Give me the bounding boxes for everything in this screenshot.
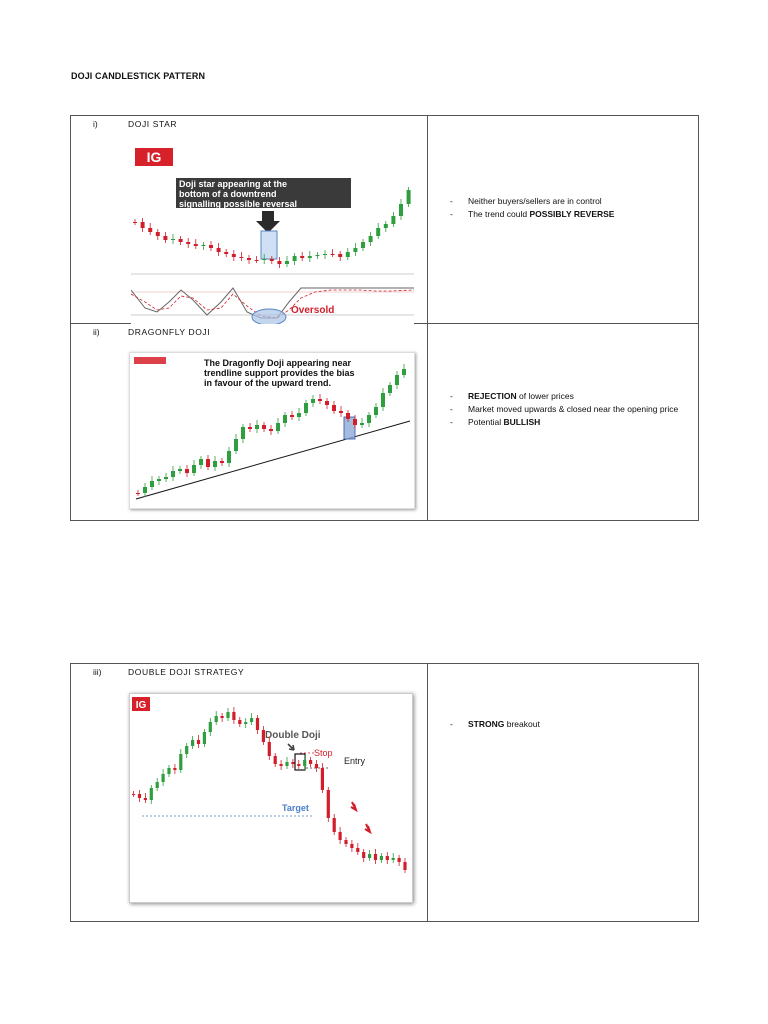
entry-label: Entry [344, 756, 366, 766]
candle-body [315, 764, 318, 768]
candle-body [133, 222, 137, 223]
candle-body [171, 471, 175, 477]
ig-logo-text: IG [146, 149, 162, 165]
candle-body [268, 742, 271, 756]
candle-body [150, 481, 154, 487]
candle-body [367, 415, 371, 423]
candle-body [369, 236, 373, 242]
candle-body [194, 244, 198, 246]
caption-line-3: signalling possible reversal [179, 199, 298, 209]
candle-body [220, 461, 224, 463]
doji-star-chart-svg [131, 142, 414, 324]
candle-body [333, 818, 336, 832]
candle-body [171, 239, 175, 240]
candle-body [280, 764, 283, 766]
candle-body [179, 754, 182, 770]
candle-body [399, 204, 403, 216]
candle-body [392, 858, 395, 860]
candle-body [143, 487, 147, 493]
section-row-doji-star [71, 116, 699, 324]
candle-body [191, 740, 194, 746]
candle-body [402, 369, 406, 375]
candle-body [164, 477, 168, 479]
candle-body [360, 423, 364, 425]
candle-body [185, 469, 189, 473]
candle-body [132, 794, 135, 795]
candle-body [156, 232, 160, 236]
candle-body [203, 732, 206, 744]
candle-body [185, 746, 188, 754]
candle-body [206, 459, 210, 467]
candle-body [215, 716, 218, 722]
candle-body [213, 461, 217, 467]
caption-line-1: Doji star appearing at the [179, 179, 288, 189]
candle-body [197, 740, 200, 744]
candle-body [356, 848, 359, 852]
candle-body [380, 856, 383, 860]
candle-body [250, 718, 253, 722]
stop-label: Stop [314, 748, 333, 758]
candle-body [285, 261, 289, 264]
candle-body [150, 788, 153, 800]
oversold-label: Oversold [291, 305, 335, 316]
candle-body [311, 399, 315, 403]
candle-body [338, 254, 342, 257]
candle-body [374, 854, 377, 860]
section-right-cell [428, 116, 699, 324]
candle-body [239, 257, 243, 258]
doji-star-chart [131, 142, 414, 324]
candle-body [350, 844, 353, 848]
section-number: ii) [93, 327, 100, 337]
candle-body [361, 242, 365, 248]
candle-body [173, 768, 176, 770]
section-right-cell [428, 324, 699, 521]
candle-body [339, 411, 343, 413]
section-left-cell [71, 324, 428, 521]
notes-list [450, 195, 690, 221]
candle-body [346, 413, 350, 419]
candle-body [234, 439, 238, 451]
note-item: - STRONG breakout [450, 718, 690, 731]
candle-body [308, 256, 312, 258]
candle-body [344, 840, 347, 844]
candle-body [395, 375, 399, 385]
candle-body [391, 216, 395, 224]
candle-body [283, 415, 287, 423]
ig-logo-small [134, 357, 166, 364]
double-doji-label: Double Doji [265, 730, 321, 741]
document-title: DOJI CANDLESTICK PATTERN [71, 71, 206, 81]
candle-body [141, 222, 145, 228]
candle-body [178, 469, 182, 471]
candle-body [315, 255, 319, 256]
section-row-double-doji [71, 664, 699, 922]
candle-body [368, 854, 371, 858]
candle-body [221, 716, 224, 718]
notes-list [450, 390, 690, 429]
double-doji-chart-svg [130, 694, 412, 902]
candle-body [209, 722, 212, 732]
caption-line-2: trendline support provides the bias [204, 368, 355, 378]
double-doji-chart [129, 693, 413, 903]
candle-body [269, 429, 273, 431]
note-item: - Potential BULLISH [450, 416, 690, 429]
section-number: iii) [93, 667, 102, 677]
candle-body [304, 403, 308, 413]
candle-body [290, 415, 294, 417]
doji-highlight-box [261, 231, 277, 259]
note-item: - Market moved upwards & closed near the opening price [450, 403, 690, 416]
candle-body [241, 427, 245, 439]
candle-body [255, 425, 259, 429]
candle-body [381, 393, 385, 407]
section-heading: DOUBLE DOJI STRATEGY [128, 667, 245, 677]
candle-body [407, 190, 411, 204]
section-left-cell [71, 116, 428, 324]
candle-body [303, 760, 306, 766]
candle-body [163, 236, 167, 240]
candle-body [227, 451, 231, 463]
candle-body [136, 493, 140, 494]
candle-body [179, 239, 183, 242]
candle-body [384, 224, 388, 228]
note-item: - REJECTION of lower prices [450, 390, 690, 403]
note-item: - The trend could POSSIBLY REVERSE [450, 208, 690, 221]
candle-body [262, 425, 266, 429]
candle-body [186, 242, 190, 244]
candle-body [270, 259, 274, 261]
candle-body [362, 852, 365, 858]
section-row-dragonfly-doji [71, 324, 699, 521]
candle-body [144, 798, 147, 800]
target-label: Target [282, 803, 309, 813]
candle-body [192, 465, 196, 473]
section-left-cell [71, 664, 428, 922]
candle-body [309, 760, 312, 764]
candle-body [217, 248, 221, 252]
pattern-table-2 [70, 663, 699, 922]
candle-body [247, 258, 251, 260]
candle-body [148, 228, 152, 232]
dragonfly-chart-svg [130, 353, 414, 508]
candle-body [226, 712, 229, 718]
candle-body [291, 762, 294, 764]
candle-body [277, 261, 281, 264]
candle-body [318, 399, 322, 401]
candle-body [209, 245, 213, 248]
candle-body [386, 856, 389, 860]
section-number: i) [93, 119, 98, 129]
candle-body [346, 252, 350, 257]
candle-body [403, 862, 406, 870]
dragonfly-doji-chart [129, 352, 415, 509]
candle-body [325, 401, 329, 405]
candle-body [262, 730, 265, 742]
candle-body [293, 256, 297, 261]
candle-body [199, 459, 203, 465]
candle-body [374, 407, 378, 415]
candle-body [353, 248, 357, 252]
caption-line-2: bottom of a downtrend [179, 189, 277, 199]
candle-body [248, 427, 252, 429]
candle-body [323, 254, 327, 255]
candle-body [297, 764, 300, 766]
candle-body [262, 259, 266, 260]
candle-body [327, 790, 330, 818]
candle-body [376, 228, 380, 236]
section-heading: DRAGONFLY DOJI [128, 327, 211, 337]
candle-body [167, 768, 170, 774]
oversold-ellipse [252, 309, 286, 324]
candle-body [332, 405, 336, 411]
section-heading: DOJI STAR [128, 119, 178, 129]
candle-body [276, 423, 280, 431]
caption-line-1: The Dragonfly Doji appearing near [204, 358, 352, 368]
candle-body [331, 254, 335, 255]
candle-body [238, 720, 241, 724]
candle-body [285, 762, 288, 766]
candle-body [201, 245, 205, 246]
notes-list [450, 718, 690, 731]
caption-line-3: in favour of the upward trend. [204, 378, 332, 388]
candle-body [321, 768, 324, 790]
candle-body [232, 254, 236, 257]
candle-body [297, 413, 301, 417]
candle-body [232, 712, 235, 720]
ig-logo-text: IG [135, 700, 147, 711]
candle-body [138, 794, 141, 798]
candle-body [353, 419, 357, 425]
candle-body [274, 756, 277, 764]
candle-body [300, 256, 304, 258]
section-right-cell [428, 664, 699, 922]
note-item: - Neither buyers/sellers are in control [450, 195, 690, 208]
candle-body [156, 782, 159, 788]
candle-body [224, 252, 228, 254]
candle-body [256, 718, 259, 730]
candle-body [162, 774, 165, 782]
candle-body [157, 479, 161, 481]
candle-body [255, 260, 259, 261]
candle-body [388, 385, 392, 393]
candle-body [339, 832, 342, 840]
candle-body [244, 722, 247, 724]
pattern-table-1 [70, 115, 699, 521]
candle-body [398, 858, 401, 862]
